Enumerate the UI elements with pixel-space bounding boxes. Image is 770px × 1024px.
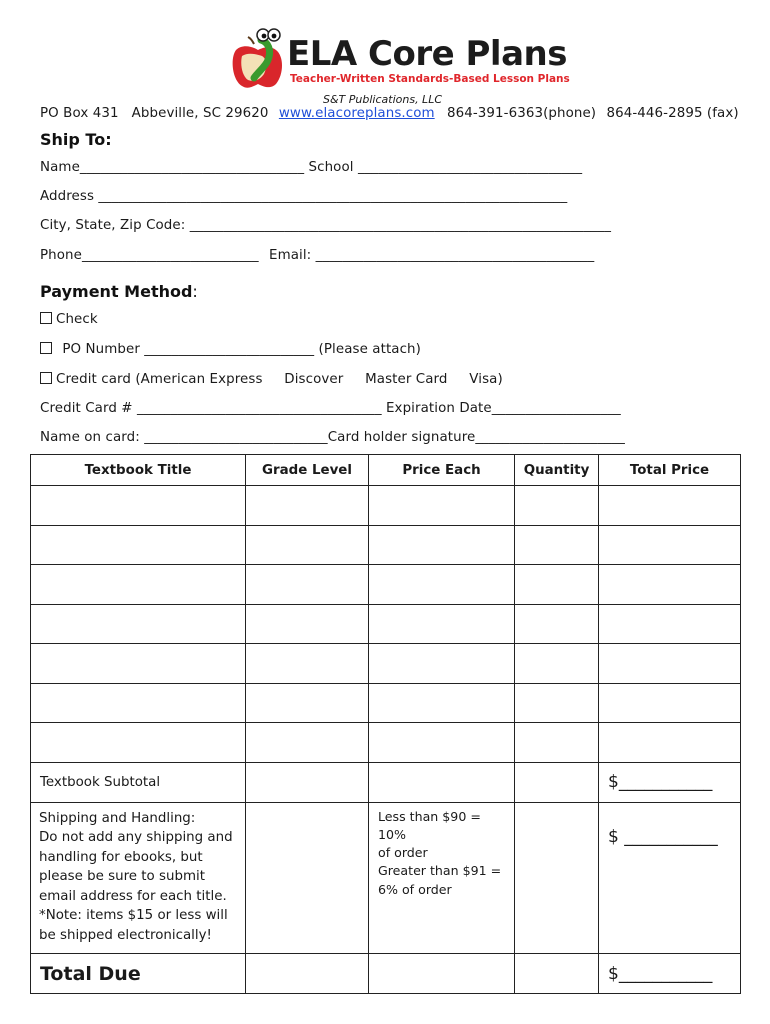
- subtotal-label: Textbook Subtotal: [31, 762, 246, 802]
- quantity-cell[interactable]: [515, 604, 599, 644]
- shipping-field[interactable]: $ ___________: [608, 826, 718, 847]
- price-cell[interactable]: [369, 644, 515, 684]
- price-cell[interactable]: [369, 604, 515, 644]
- check-checkbox[interactable]: [40, 312, 52, 324]
- payment-heading: Payment Method: [40, 282, 193, 301]
- payment-heading-wrap: [40, 282, 198, 301]
- shipping-line: *Note: items $15 or less will: [39, 908, 228, 923]
- col-textbook-title: Textbook Title: [31, 455, 246, 486]
- grade-cell[interactable]: [246, 525, 369, 565]
- total-cell[interactable]: [599, 644, 741, 684]
- school-label: School: [308, 160, 354, 175]
- table-row: [31, 565, 741, 605]
- subtotal-field[interactable]: $___________: [608, 772, 713, 792]
- mailing-address: PO Box 431 Abbeville, SC 29620: [40, 106, 269, 121]
- price-cell[interactable]: [369, 723, 515, 763]
- total-cell[interactable]: [599, 683, 741, 723]
- po-note: (Please attach): [318, 342, 421, 357]
- po-option[interactable]: [40, 342, 421, 357]
- credit-checkbox[interactable]: [40, 372, 52, 384]
- po-checkbox[interactable]: [40, 342, 52, 354]
- check-label: Check: [56, 312, 98, 327]
- total-cell[interactable]: [599, 565, 741, 605]
- name-on-card-field[interactable]: ___________________________: [144, 430, 328, 445]
- payment-heading-colon: :: [192, 282, 198, 301]
- city-label: City, State, Zip Code:: [40, 218, 186, 233]
- table-header-row: [31, 455, 741, 486]
- shipping-line: handling for ebooks, but: [39, 849, 203, 865]
- website-link[interactable]: www.elacoreplans.com: [278, 106, 435, 121]
- shipping-line: be shipped electronically!: [39, 927, 212, 943]
- table-row: [31, 644, 741, 684]
- table-row: [31, 486, 741, 526]
- title-cell[interactable]: [31, 565, 246, 605]
- title-cell[interactable]: [31, 604, 246, 644]
- quantity-cell[interactable]: [515, 644, 599, 684]
- contact-line: [40, 106, 739, 121]
- city-field[interactable]: ______________________________________________________________: [189, 218, 612, 233]
- shipping-field-cell[interactable]: [599, 802, 741, 954]
- brand-title: ELA Core Plans: [287, 34, 567, 74]
- total-cell[interactable]: [599, 604, 741, 644]
- city-row: [40, 218, 611, 233]
- grade-cell[interactable]: [246, 683, 369, 723]
- name-field[interactable]: _________________________________: [79, 160, 305, 175]
- shipping-line: email address for each title.: [39, 888, 227, 904]
- total-cell[interactable]: [599, 486, 741, 526]
- table-row: [31, 525, 741, 565]
- expiration-label: Expiration Date: [386, 401, 492, 416]
- grade-cell[interactable]: [246, 644, 369, 684]
- grade-cell[interactable]: [246, 486, 369, 526]
- grade-cell[interactable]: [246, 604, 369, 644]
- quantity-cell[interactable]: [515, 486, 599, 526]
- grade-cell[interactable]: [246, 565, 369, 605]
- expiration-field[interactable]: ___________________: [491, 401, 621, 416]
- quantity-cell[interactable]: [515, 683, 599, 723]
- apple-worm-logo: [228, 28, 286, 92]
- phone-email-row: [40, 248, 594, 263]
- total-row: [31, 954, 741, 994]
- total-due-label: Total Due: [40, 962, 141, 985]
- shipping-info: [31, 803, 245, 954]
- signature-field[interactable]: ______________________: [475, 430, 625, 445]
- card-number-field[interactable]: ____________________________________: [137, 401, 382, 416]
- card-name-row: [40, 430, 625, 445]
- fax-number: 864-446-2895 (fax): [606, 106, 739, 121]
- phone-number: 864-391-6363(phone): [447, 106, 597, 121]
- shipping-line: Do not add any shipping and: [39, 830, 233, 845]
- table-row: [31, 604, 741, 644]
- subtotal-field-cell[interactable]: [599, 762, 741, 802]
- shipping-info-cell: [31, 802, 246, 954]
- po-field[interactable]: _________________________: [144, 342, 315, 357]
- col-price-each: Price Each: [369, 455, 515, 486]
- email-field[interactable]: _________________________________________: [315, 248, 595, 263]
- shipping-rates-cell: [369, 802, 515, 954]
- address-field[interactable]: _____________________________________________________________________: [98, 189, 568, 204]
- grade-cell[interactable]: [246, 723, 369, 763]
- shipping-row: [31, 802, 741, 954]
- price-cell[interactable]: [369, 683, 515, 723]
- title-cell[interactable]: [31, 486, 246, 526]
- col-grade-level: Grade Level: [246, 455, 369, 486]
- credit-types: (American Express Discover Master Card Visa): [135, 372, 503, 387]
- credit-label: Credit card: [56, 372, 131, 387]
- title-cell[interactable]: [31, 525, 246, 565]
- col-total-price: Total Price: [599, 455, 741, 486]
- name-school-row: [40, 160, 582, 175]
- total-due-cell: [31, 954, 246, 994]
- total-due-field[interactable]: $___________: [608, 963, 713, 984]
- shipping-line: Shipping and Handling:: [39, 810, 196, 826]
- check-option[interactable]: [40, 312, 98, 327]
- shipping-line: please be sure to submit: [39, 869, 205, 884]
- table-row: [31, 683, 741, 723]
- rate-line: 6% of order: [378, 881, 452, 897]
- phone-field[interactable]: __________________________: [81, 248, 259, 263]
- title-cell[interactable]: [31, 683, 246, 723]
- subtotal-row: [31, 762, 741, 802]
- name-on-card-label: Name on card:: [40, 430, 140, 445]
- publisher-name: S&T Publications, LLC: [323, 93, 442, 106]
- quantity-cell[interactable]: [515, 525, 599, 565]
- title-cell[interactable]: [31, 644, 246, 684]
- total-cell[interactable]: [599, 723, 741, 763]
- credit-option[interactable]: [40, 372, 503, 387]
- total-cell[interactable]: [599, 525, 741, 565]
- brand-tagline: Teacher-Written Standards-Based Lesson Plans: [290, 73, 570, 85]
- card-number-row: [40, 401, 621, 416]
- card-number-label: Credit Card #: [40, 401, 133, 416]
- school-field[interactable]: _________________________________: [357, 160, 583, 175]
- signature-label: Card holder signature: [327, 430, 476, 445]
- po-label: PO Number: [62, 342, 140, 357]
- rate-line: of order: [378, 845, 428, 861]
- quantity-cell[interactable]: [515, 565, 599, 605]
- address-label: Address: [40, 189, 95, 204]
- address-row: [40, 189, 567, 204]
- shipping-rates: [369, 803, 514, 904]
- title-cell[interactable]: [31, 723, 246, 763]
- rate-line: Greater than $91 =: [378, 863, 502, 879]
- price-cell[interactable]: [369, 486, 515, 526]
- order-table: [30, 454, 741, 994]
- phone-label: Phone: [40, 248, 82, 263]
- total-due-field-cell[interactable]: [599, 954, 741, 994]
- col-quantity: Quantity: [515, 455, 599, 486]
- ship-to-heading: Ship To:: [40, 130, 112, 149]
- table-row: [31, 723, 741, 763]
- name-label: Name: [40, 160, 80, 175]
- price-cell[interactable]: [369, 565, 515, 605]
- email-label: Email:: [269, 248, 312, 263]
- quantity-cell[interactable]: [515, 723, 599, 763]
- price-cell[interactable]: [369, 525, 515, 565]
- rate-line: Less than $90 = 10%: [378, 808, 481, 842]
